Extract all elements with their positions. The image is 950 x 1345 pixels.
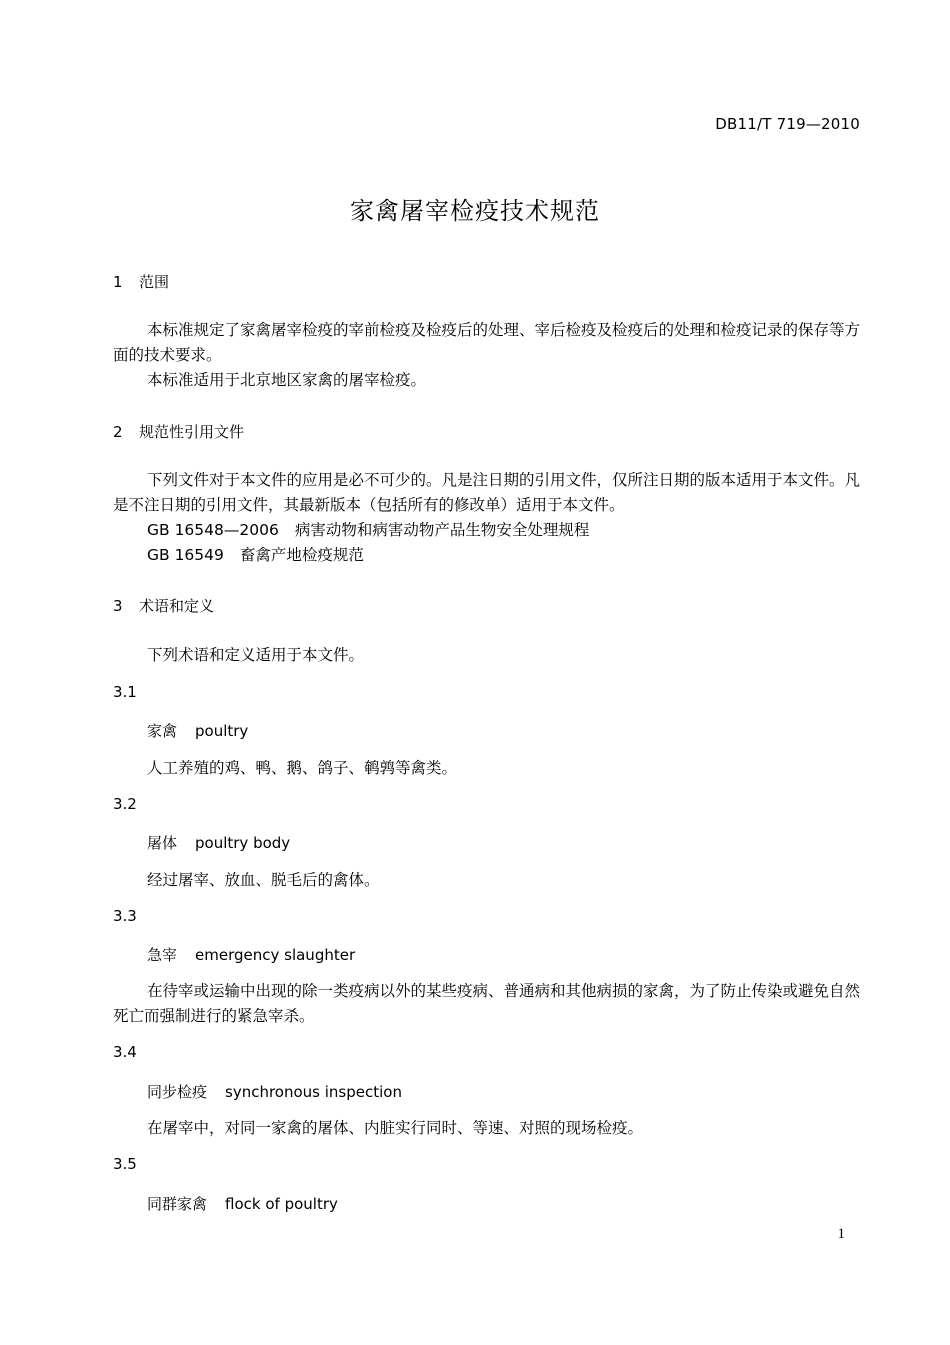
term-number: 3.4 — [113, 1043, 137, 1061]
section-heading-scope — [113, 271, 169, 292]
reference-item — [147, 543, 364, 568]
references-paragraph: 下列文件对于本文件的应用是必不可少的。凡是注日期的引用文件，仅所注日期的版本适用于本文件。凡是不注日期的引用文件，其最新版本（包括所有的修改单）适用于本文件。 — [113, 472, 861, 514]
reference-title: 畜禽产地检疫规范 — [239, 547, 364, 564]
term-entry — [147, 944, 355, 965]
scope-paragraph: 本标准规定了家禽屠宰检疫的宰前检疫及检疫后的处理、宰后检疫及检疫后的处理和检疫记录的保存等方面的技术要求。 — [113, 322, 861, 364]
term-definition: 在待宰或运输中出现的除一类疫病以外的某些疫病、普通病和其他病损的家禽，为了防止传染或避免自然死亡而强制进行的紧急宰杀。 — [113, 983, 861, 1025]
term-chinese: 同步检疫 — [147, 1083, 208, 1101]
section-title: 规范性引用文件 — [139, 423, 245, 441]
term-english: poultry — [195, 722, 249, 740]
term-number: 3.5 — [113, 1155, 137, 1173]
section-number: 3 — [113, 597, 123, 615]
term-number: 3.2 — [113, 795, 137, 813]
term-english: synchronous inspection — [225, 1083, 402, 1101]
term-english: emergency slaughter — [195, 946, 356, 964]
section-heading-terms — [113, 595, 214, 616]
page-number: 1 — [837, 1226, 845, 1242]
term-number: 3.3 — [113, 907, 137, 925]
document-title: 家禽屠宰检疫技术规范 — [350, 197, 600, 225]
term-english: flock of poultry — [225, 1195, 338, 1213]
reference-title: 病害动物和病害动物产品生物安全处理规程 — [294, 522, 590, 539]
term-definition: 在屠宰中，对同一家禽的屠体、内脏实行同时、等速、对照的现场检疫。 — [147, 1120, 644, 1137]
term-chinese: 家禽 — [147, 722, 178, 740]
section-title: 术语和定义 — [139, 597, 215, 615]
terms-intro-paragraph: 下列术语和定义适用于本文件。 — [147, 647, 365, 664]
reference-code: GB 16548—2006 — [147, 521, 279, 539]
scope-applicability-paragraph: 本标准适用于北京地区家禽的屠宰检疫。 — [147, 372, 427, 389]
term-entry — [147, 1193, 338, 1214]
section-title: 范围 — [139, 273, 170, 291]
term-chinese: 同群家禽 — [147, 1195, 208, 1213]
term-entry — [147, 1081, 402, 1102]
section-number: 1 — [113, 273, 123, 291]
document-code: DB11/T 719—2010 — [715, 115, 860, 133]
section-number: 2 — [113, 423, 123, 441]
term-definition: 人工养殖的鸡、鸭、鹅、鸽子、鹌鹑等禽类。 — [147, 760, 458, 777]
reference-item — [147, 518, 589, 543]
term-definition: 经过屠宰、放血、脱毛后的禽体。 — [147, 872, 380, 889]
reference-code: GB 16549 — [147, 546, 224, 564]
term-chinese: 屠体 — [147, 834, 178, 852]
term-chinese: 急宰 — [147, 946, 178, 964]
term-entry — [147, 720, 248, 741]
term-entry — [147, 832, 290, 853]
term-english: poultry body — [195, 834, 291, 852]
term-number: 3.1 — [113, 683, 137, 701]
section-heading-references — [113, 421, 244, 442]
